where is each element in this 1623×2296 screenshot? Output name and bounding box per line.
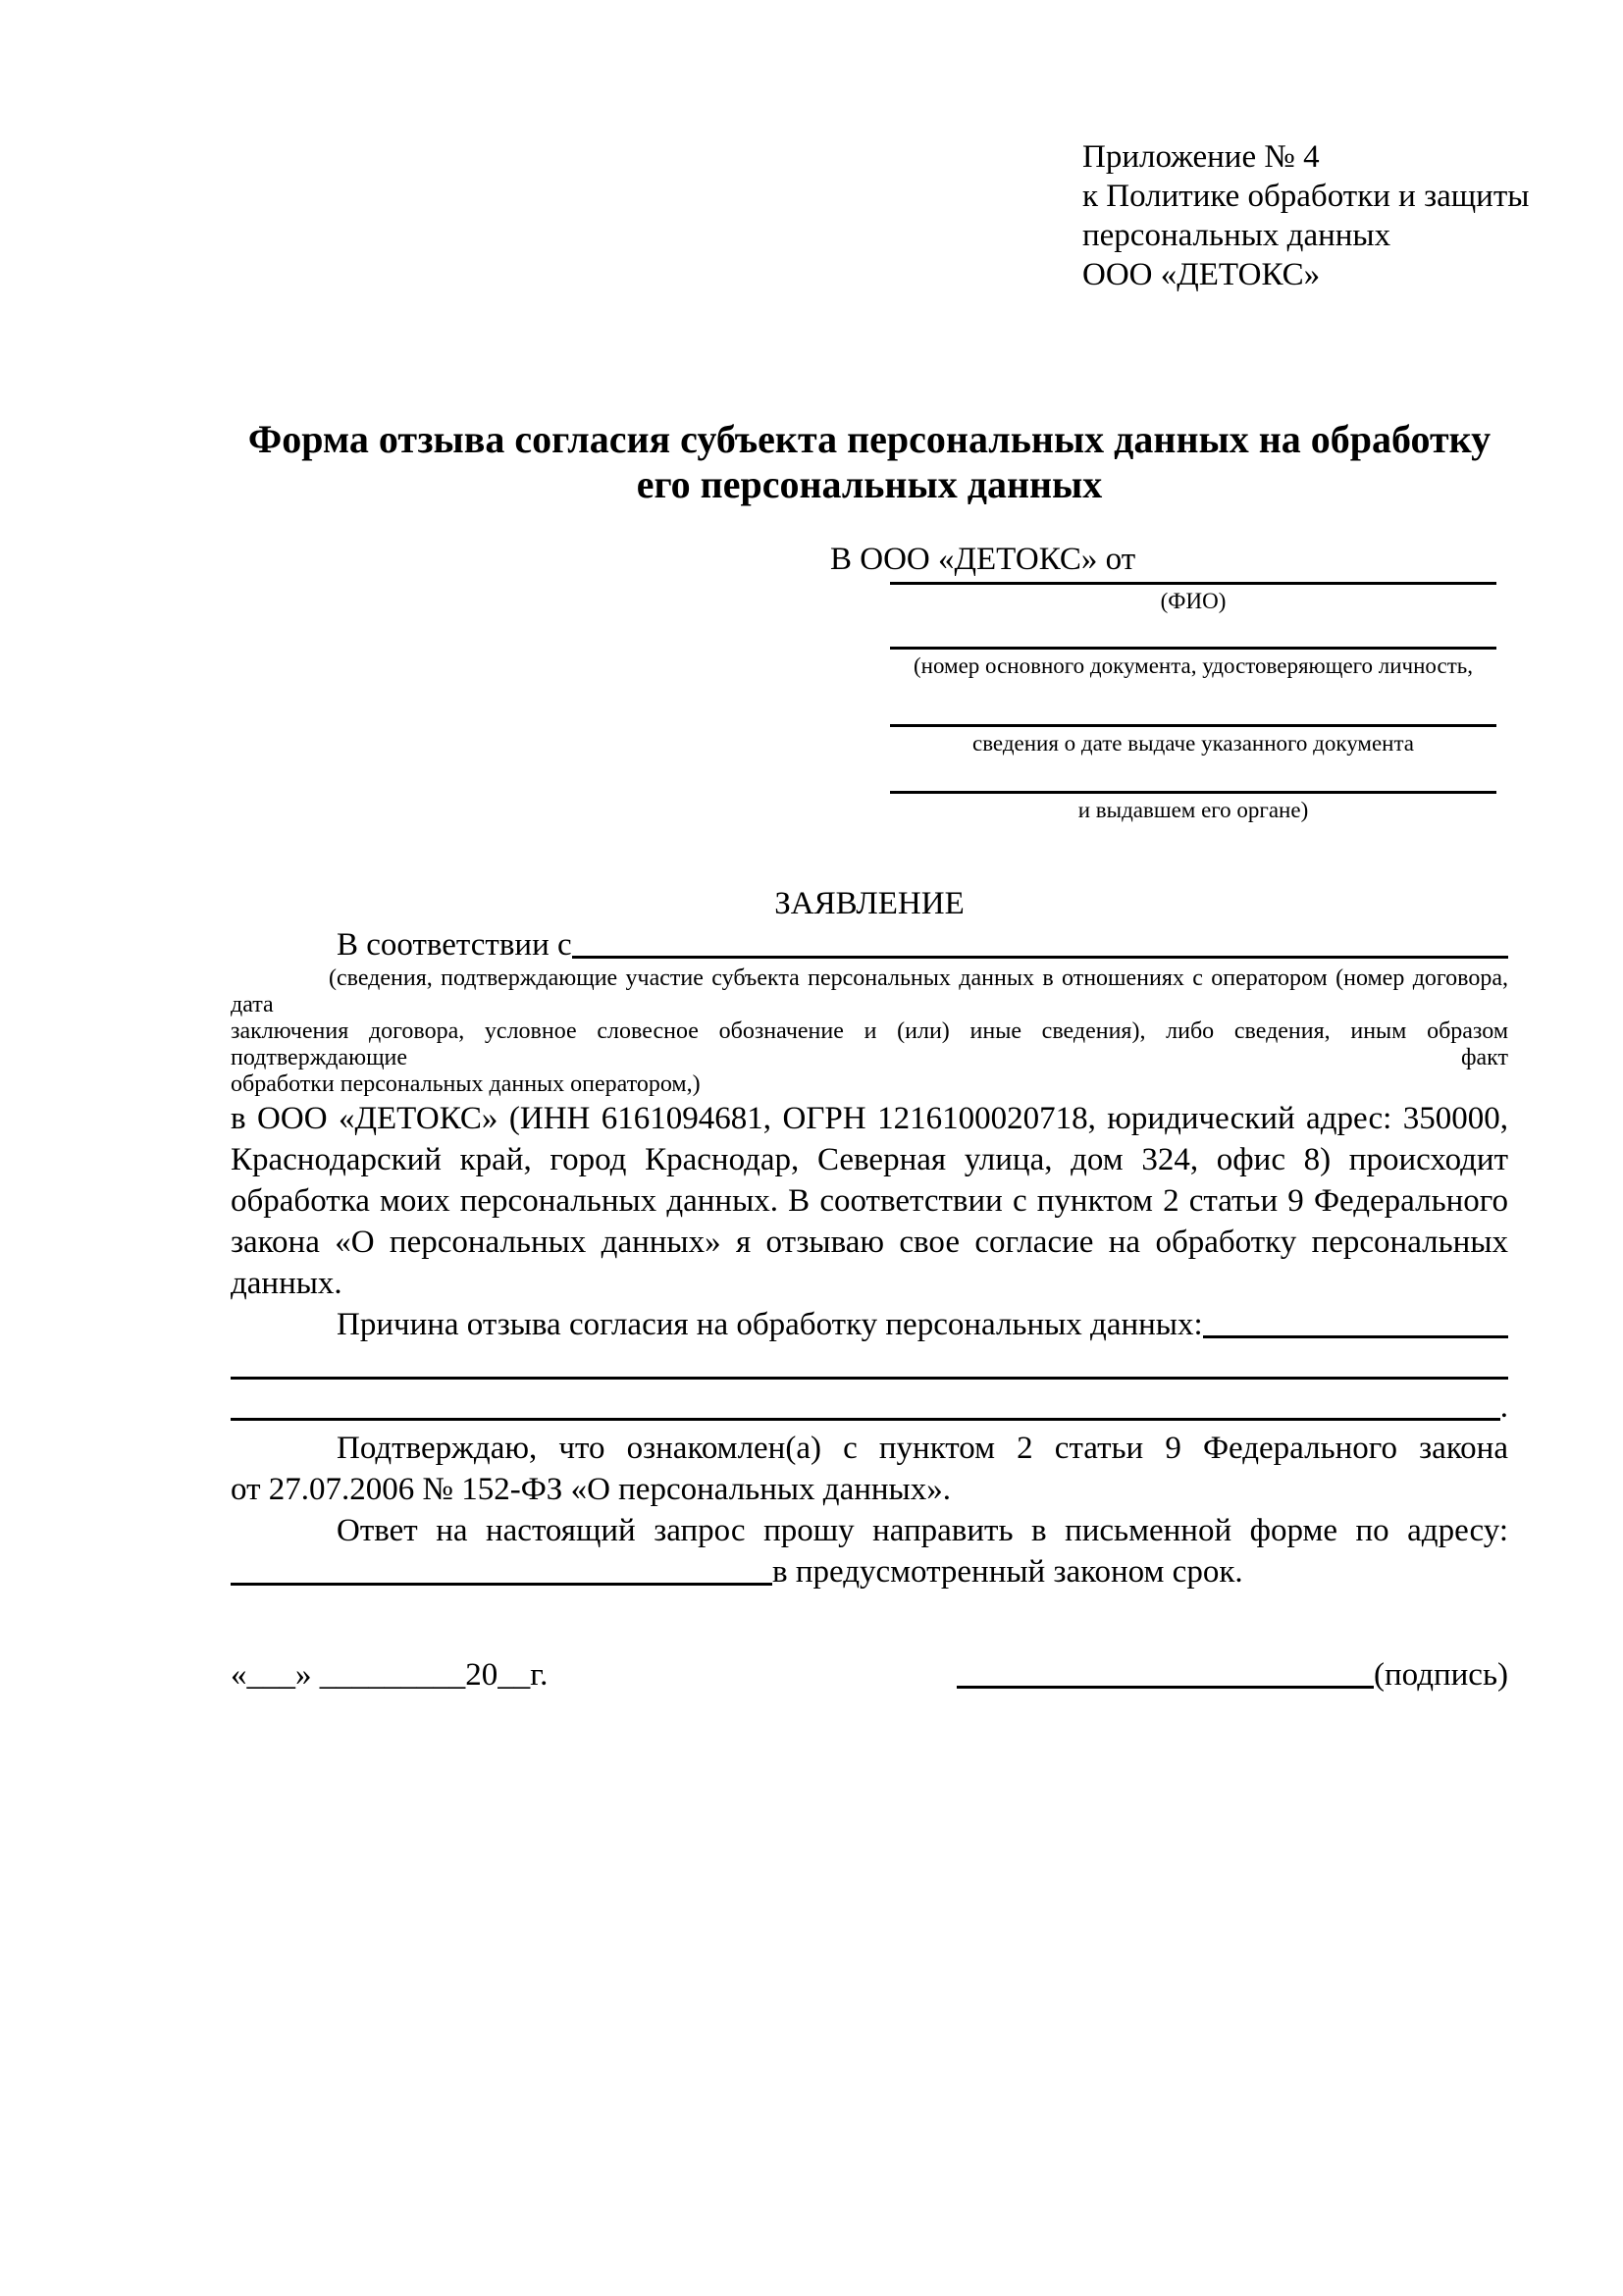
reply-text-line: Ответ на настоящий запрос прошу направить в письменной форме по адресу:: [337, 1513, 1508, 1548]
fio-field-caption: (ФИО): [1160, 589, 1227, 613]
statement-body: [231, 1098, 1508, 1304]
reason-blank-line: [1203, 1335, 1508, 1338]
issue-date-field-line: [890, 680, 1496, 727]
reason-blank-line-3: [231, 1418, 1500, 1421]
body-text-line: в ООО «ДЕТОКС» (ИНН 6161094681, ОГРН 1216100020718, юридический адрес: 350000,: [231, 1101, 1508, 1136]
document-title: [231, 417, 1508, 507]
intro-prefix: В соответствии с: [337, 927, 572, 963]
intro-row: [231, 924, 1508, 965]
issuer-field-line: [890, 757, 1496, 794]
issuer-field-caption: и выдавшем его органе): [1077, 798, 1309, 822]
fio-field: [890, 582, 1496, 615]
intro-note: [231, 965, 1508, 1098]
reply-address-row: [231, 1551, 1508, 1592]
document-title-line: Форма отзыва согласия субъекта персональных данных на обработку: [247, 417, 1492, 461]
addressee-line: В ООО «ДЕТОКС» от: [830, 542, 1136, 577]
body-text-line: закона «О персональных данных» я отзываю свое согласие на обработку персональных: [231, 1225, 1508, 1260]
appendix-header-line: Приложение № 4: [1082, 139, 1320, 175]
document-number-field-caption: (номер основного документа, удостоверяющего личность,: [913, 653, 1473, 678]
reason-row: [231, 1304, 1508, 1345]
date-signature-row: [231, 1654, 1508, 1696]
confirm-text-line: Подтверждаю, что ознакомлен(а) с пунктом 2 статьи 9 Федерального закона: [337, 1431, 1508, 1466]
intro-note-line: заключения договора, условное словесное обозначение и (или) иные сведения), либо сведения, иным образом подтверждающие факт: [231, 1018, 1508, 1070]
reply-address-blank-line: [231, 1583, 772, 1586]
intro-blank-line: [572, 956, 1508, 959]
signature-blank-line: [957, 1686, 1374, 1689]
blank-line-period: .: [1499, 1389, 1508, 1425]
body-text-line: Краснодарский край, город Краснодар, Северная улица, дом 324, офис 8) происходит: [231, 1142, 1508, 1177]
confirm-text-line: от 27.07.2006 № 152-ФЗ «О персональных данных».: [231, 1472, 951, 1507]
body-text-line: обработка моих персональных данных. В соответствии с пунктом 2 статьи 9 Федерального: [231, 1183, 1508, 1219]
appendix-header-line: к Политике обработки и защиты: [1082, 179, 1530, 214]
reason-blank-row-1: [231, 1345, 1508, 1386]
reason-prefix: Причина отзыва согласия на обработку персональных данных:: [337, 1307, 1203, 1342]
document-number-field: [890, 615, 1496, 680]
document-title-line: его персональных данных: [636, 462, 1103, 506]
reply-tail-text: в предусмотренный законом срок.: [772, 1554, 1243, 1590]
issue-date-field-caption: сведения о дате выдаче указанного документа: [971, 731, 1415, 756]
reason-blank-line-2: [231, 1377, 1508, 1380]
body-text-line: данных.: [231, 1266, 342, 1301]
appendix-header-line: персональных данных: [1082, 218, 1391, 253]
statement-heading: ЗАЯВЛЕНИЕ: [774, 886, 965, 921]
reason-blank-row-2: [231, 1386, 1508, 1428]
intro-note-line: обработки персональных данных оператором,): [231, 1071, 701, 1097]
appendix-header-block: [1082, 137, 1530, 294]
signature-group: [957, 1654, 1508, 1696]
issuer-field: [890, 757, 1496, 824]
issue-date-field: [890, 680, 1496, 757]
signature-caption: (подпись): [1374, 1657, 1508, 1693]
page-content: [231, 0, 1530, 1696]
appendix-header-line: ООО «ДЕТОКС»: [1082, 257, 1321, 292]
date-template: «___» _________20__г.: [231, 1657, 549, 1693]
document-number-field-line: [890, 615, 1496, 650]
intro-note-line: (сведения, подтверждающие участие субъекта персональных данных в отношениях с оператором (номер договора, дата: [231, 965, 1508, 1018]
